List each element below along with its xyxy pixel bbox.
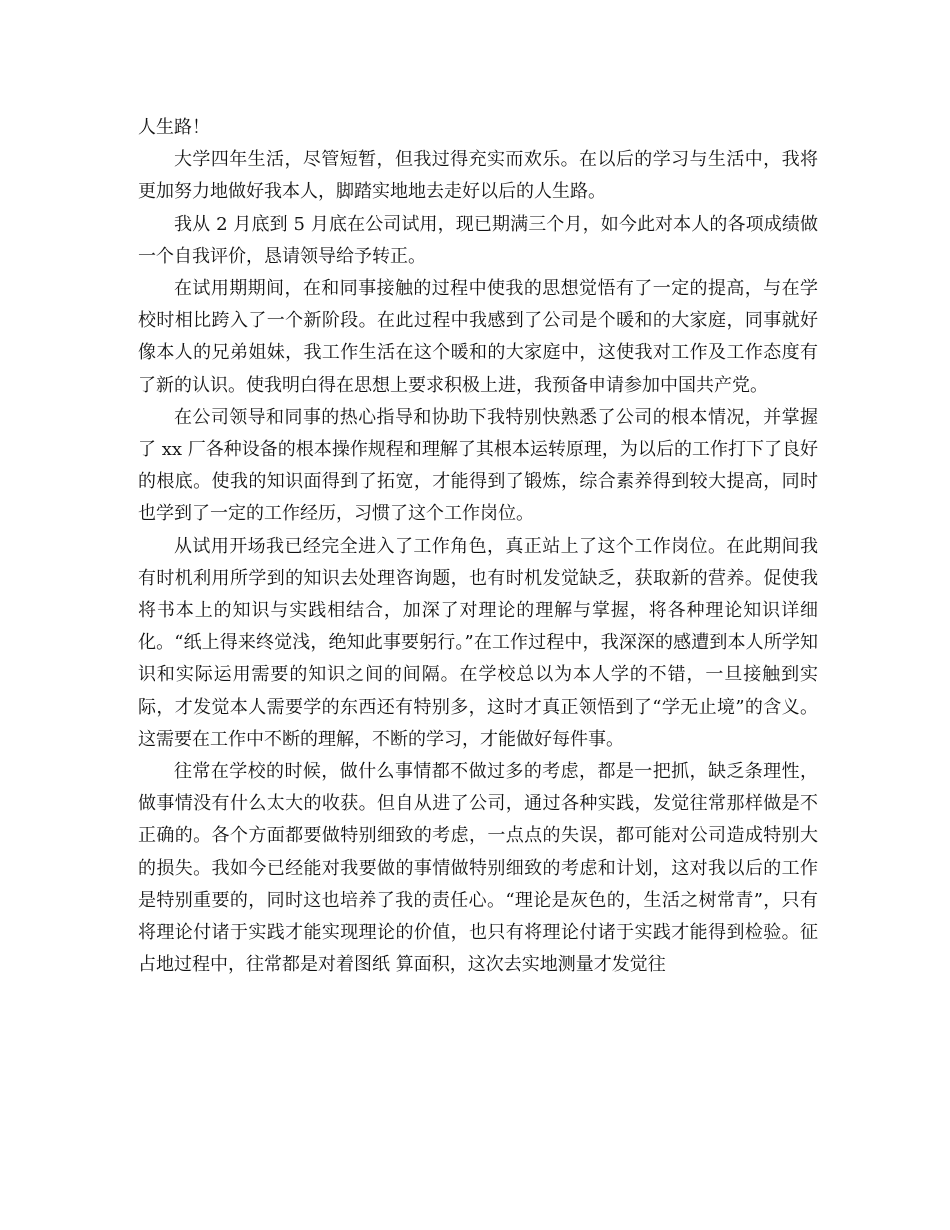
paragraph-6: 从试用开场我已经完全进入了工作角色，真正站上了这个工作岗位。在此期间我有时机利用所学到的知识去处理咨询题，也有时机发觉缺乏，获取新的营养。促使我将书本上的知识与实践相结合，加深了对理论的理解与掌握，将各种理论知识详细化。“纸上得来终觉浅，绝知此事要躬行。”在工作过程中，我深深的感遭到本人所学知识和实际运用需要的知识之间的间隔。在学校总以为本人学的不错，一旦接触到实际，才发觉本人需要学的东西还有特别多，这时才真正领悟到了“学无止境”的含义。这需要在工作中不断的理解，不断的学习，才能做好每件事。 (138, 535, 818, 750)
paragraph-7: 往常在学校的时候，做什么事情都不做过多的考虑，都是一把抓，缺乏条理性，做事情没有什么太大的收获。但自从进了公司，通过各种实践，发觉往常那样做是不正确的。各个方面都要做特别细致的考虑，一点点的失误，都可能对公司造成特别大的损失。我如今已经能对我要做的事情做特别细致的考虑和计划，这对我以后的工作是特别重要的，同时这也培养了我的责任心。“理论是灰色的，生活之树常青”，只有将理论付诸于实践才能实现理论的价值，也只有将理论付诸于实践才能得到检验。征占地过程中，往常都是对着图纸 算面积，这次去实地测量才发觉往 (138, 761, 818, 976)
paragraph-2: 大学四年生活，尽管短暂，但我过得充实而欢乐。在以后的学习与生活中，我将更加努力地做好我本人，脚踏实地地去走好以后的人生路。 (138, 149, 818, 203)
paragraph-3: 我从 2 月底到 5 月底在公司试用，现已期满三个月，如今此对本人的各项成绩做一个自我评价，恳请领导给予转正。 (138, 213, 818, 267)
paragraph-1: 人生路！ (138, 117, 210, 138)
document-body (138, 112, 818, 981)
paragraph-5: 在公司领导和同事的热心指导和协助下我特别快熟悉了公司的根本情况，并掌握了 xx 厂各种设备的根本操作规程和理解了其根本运转原理，为以后的工作打下了良好的根底。使我的知识面得到了拓宽，才能得到了锻炼，综合素养得到较大提高，同时也学到了一定的工作经历，习惯了这个工作岗位。 (138, 406, 818, 525)
paragraph-4: 在试用期期间，在和同事接触的过程中使我的思想觉悟有了一定的提高，与在学校时相比跨入了一个新阶段。在此过程中我感到了公司是个暖和的大家庭，同事就好像本人的兄弟姐妹，我工作生活在这个暖和的大家庭中，这使我对工作及工作态度有了新的认识。使我明白得在思想上要求积极上进，我预备申请参加中国共产党。 (138, 278, 818, 396)
